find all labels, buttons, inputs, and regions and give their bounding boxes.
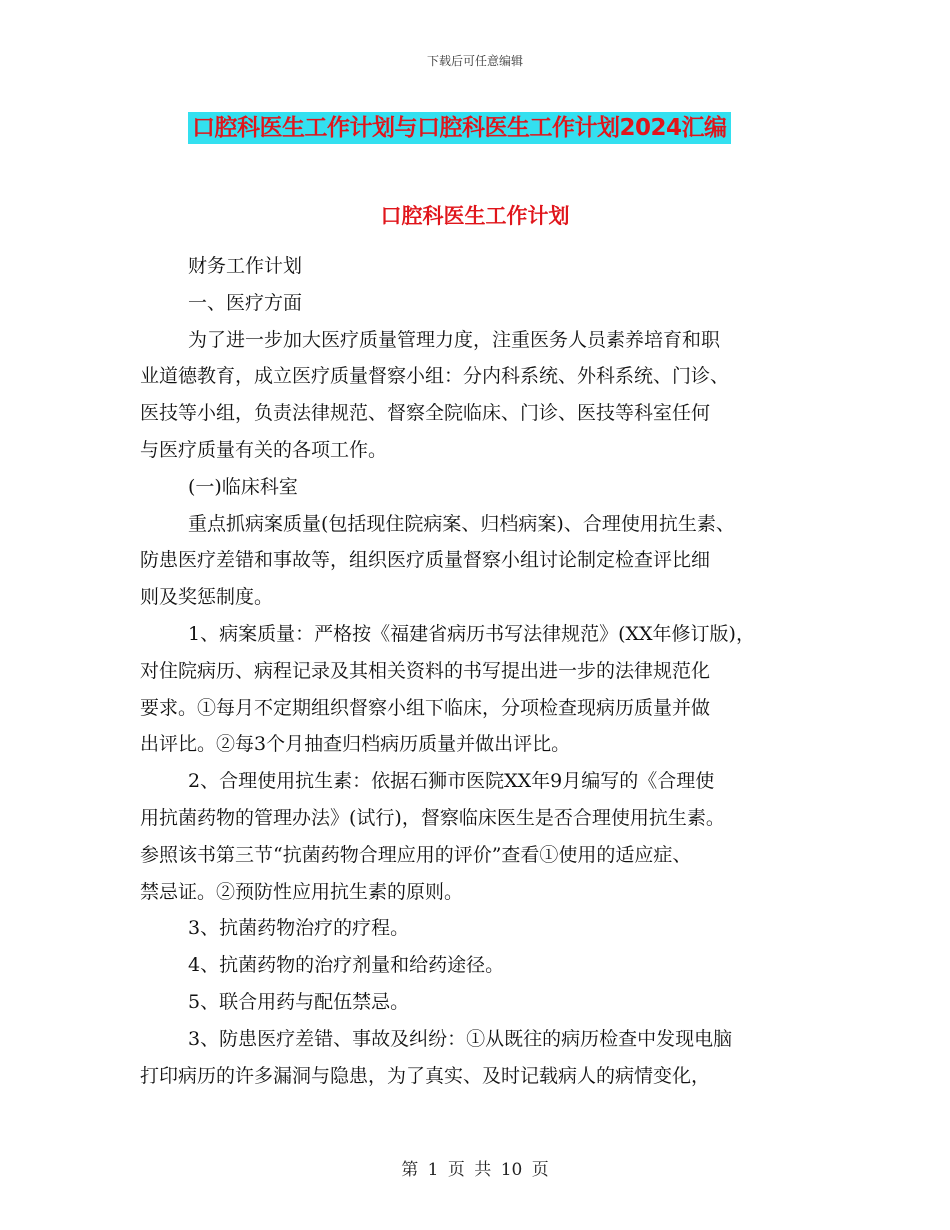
paragraph-line: 医技等小组，负责法律规范、督察全院临床、门诊、医技等科室任何 (140, 402, 711, 425)
paragraph-line: 一、医疗方面 (188, 291, 303, 314)
paragraph-line: 要求。①每月不定期组织督察小组下临床，分项检查现病历质量并做 (140, 696, 711, 719)
paragraph-line: 4、抗菌药物的治疗剂量和给药途径。 (188, 954, 505, 977)
document-body (140, 248, 820, 1094)
paragraph-line: 为了进一步加大医疗质量管理力度，注重医务人员素养培育和职 (188, 328, 721, 351)
paragraph-line: 对住院病历、病程记录及其相关资料的书写提出进一步的法律规范化 (140, 659, 711, 682)
paragraph-line: 防患医疗差错和事故等，组织医疗质量督察小组讨论制定检查评比细 (140, 549, 711, 572)
paragraph-line: (一)临床科室 (188, 475, 298, 498)
paragraph-line: 参照该书第三节“抗菌药物合理应用的评价”查看①使用的适应症、 (140, 843, 692, 866)
paragraph-line: 1、病案质量：严格按《福建省病历书写法律规范》(XX年修订版)， (188, 622, 755, 645)
paragraph-line: 与医疗质量有关的各项工作。 (140, 438, 388, 461)
paragraph-line: 打印病历的许多漏洞与隐患，为了真实、及时记载病人的病情变化， (140, 1064, 711, 1087)
page-header-note: 下载后可任意编辑 (426, 54, 523, 68)
document-title: 口腔科医生工作计划与口腔科医生工作计划2024汇编 (188, 112, 731, 144)
section-title: 口腔科医生工作计划 (380, 204, 570, 228)
paragraph-line: 重点抓病案质量(包括现住院病案、归档病案)、合理使用抗生素、 (188, 512, 735, 535)
paragraph-line: 2、合理使用抗生素：依据石狮市医院XX年9月编写的《合理使 (188, 770, 715, 793)
paragraph-line: 禁忌证。②预防性应用抗生素的原则。 (140, 880, 464, 903)
paragraph-line: 5、联合用药与配伍禁忌。 (188, 990, 410, 1013)
paragraph-line: 出评比。②每3个月抽查归档病历质量并做出评比。 (140, 733, 571, 756)
paragraph-line: 财务工作计划 (188, 255, 303, 277)
paragraph-line: 用抗菌药物的管理办法》(试行)，督察临床医生是否合理使用抗生素。 (140, 806, 725, 829)
page-footer: 第 1 页 共 10 页 (401, 1160, 549, 1180)
paragraph-line: 业道德教育，成立医疗质量督察小组：分内科系统、外科系统、门诊、 (140, 365, 730, 388)
paragraph-line: 3、防患医疗差错、事故及纠纷：①从既往的病历检查中发现电脑 (188, 1027, 733, 1050)
paragraph-line: 3、抗菌药物治疗的疗程。 (188, 917, 410, 940)
paragraph-line: 则及奖惩制度。 (140, 586, 274, 609)
